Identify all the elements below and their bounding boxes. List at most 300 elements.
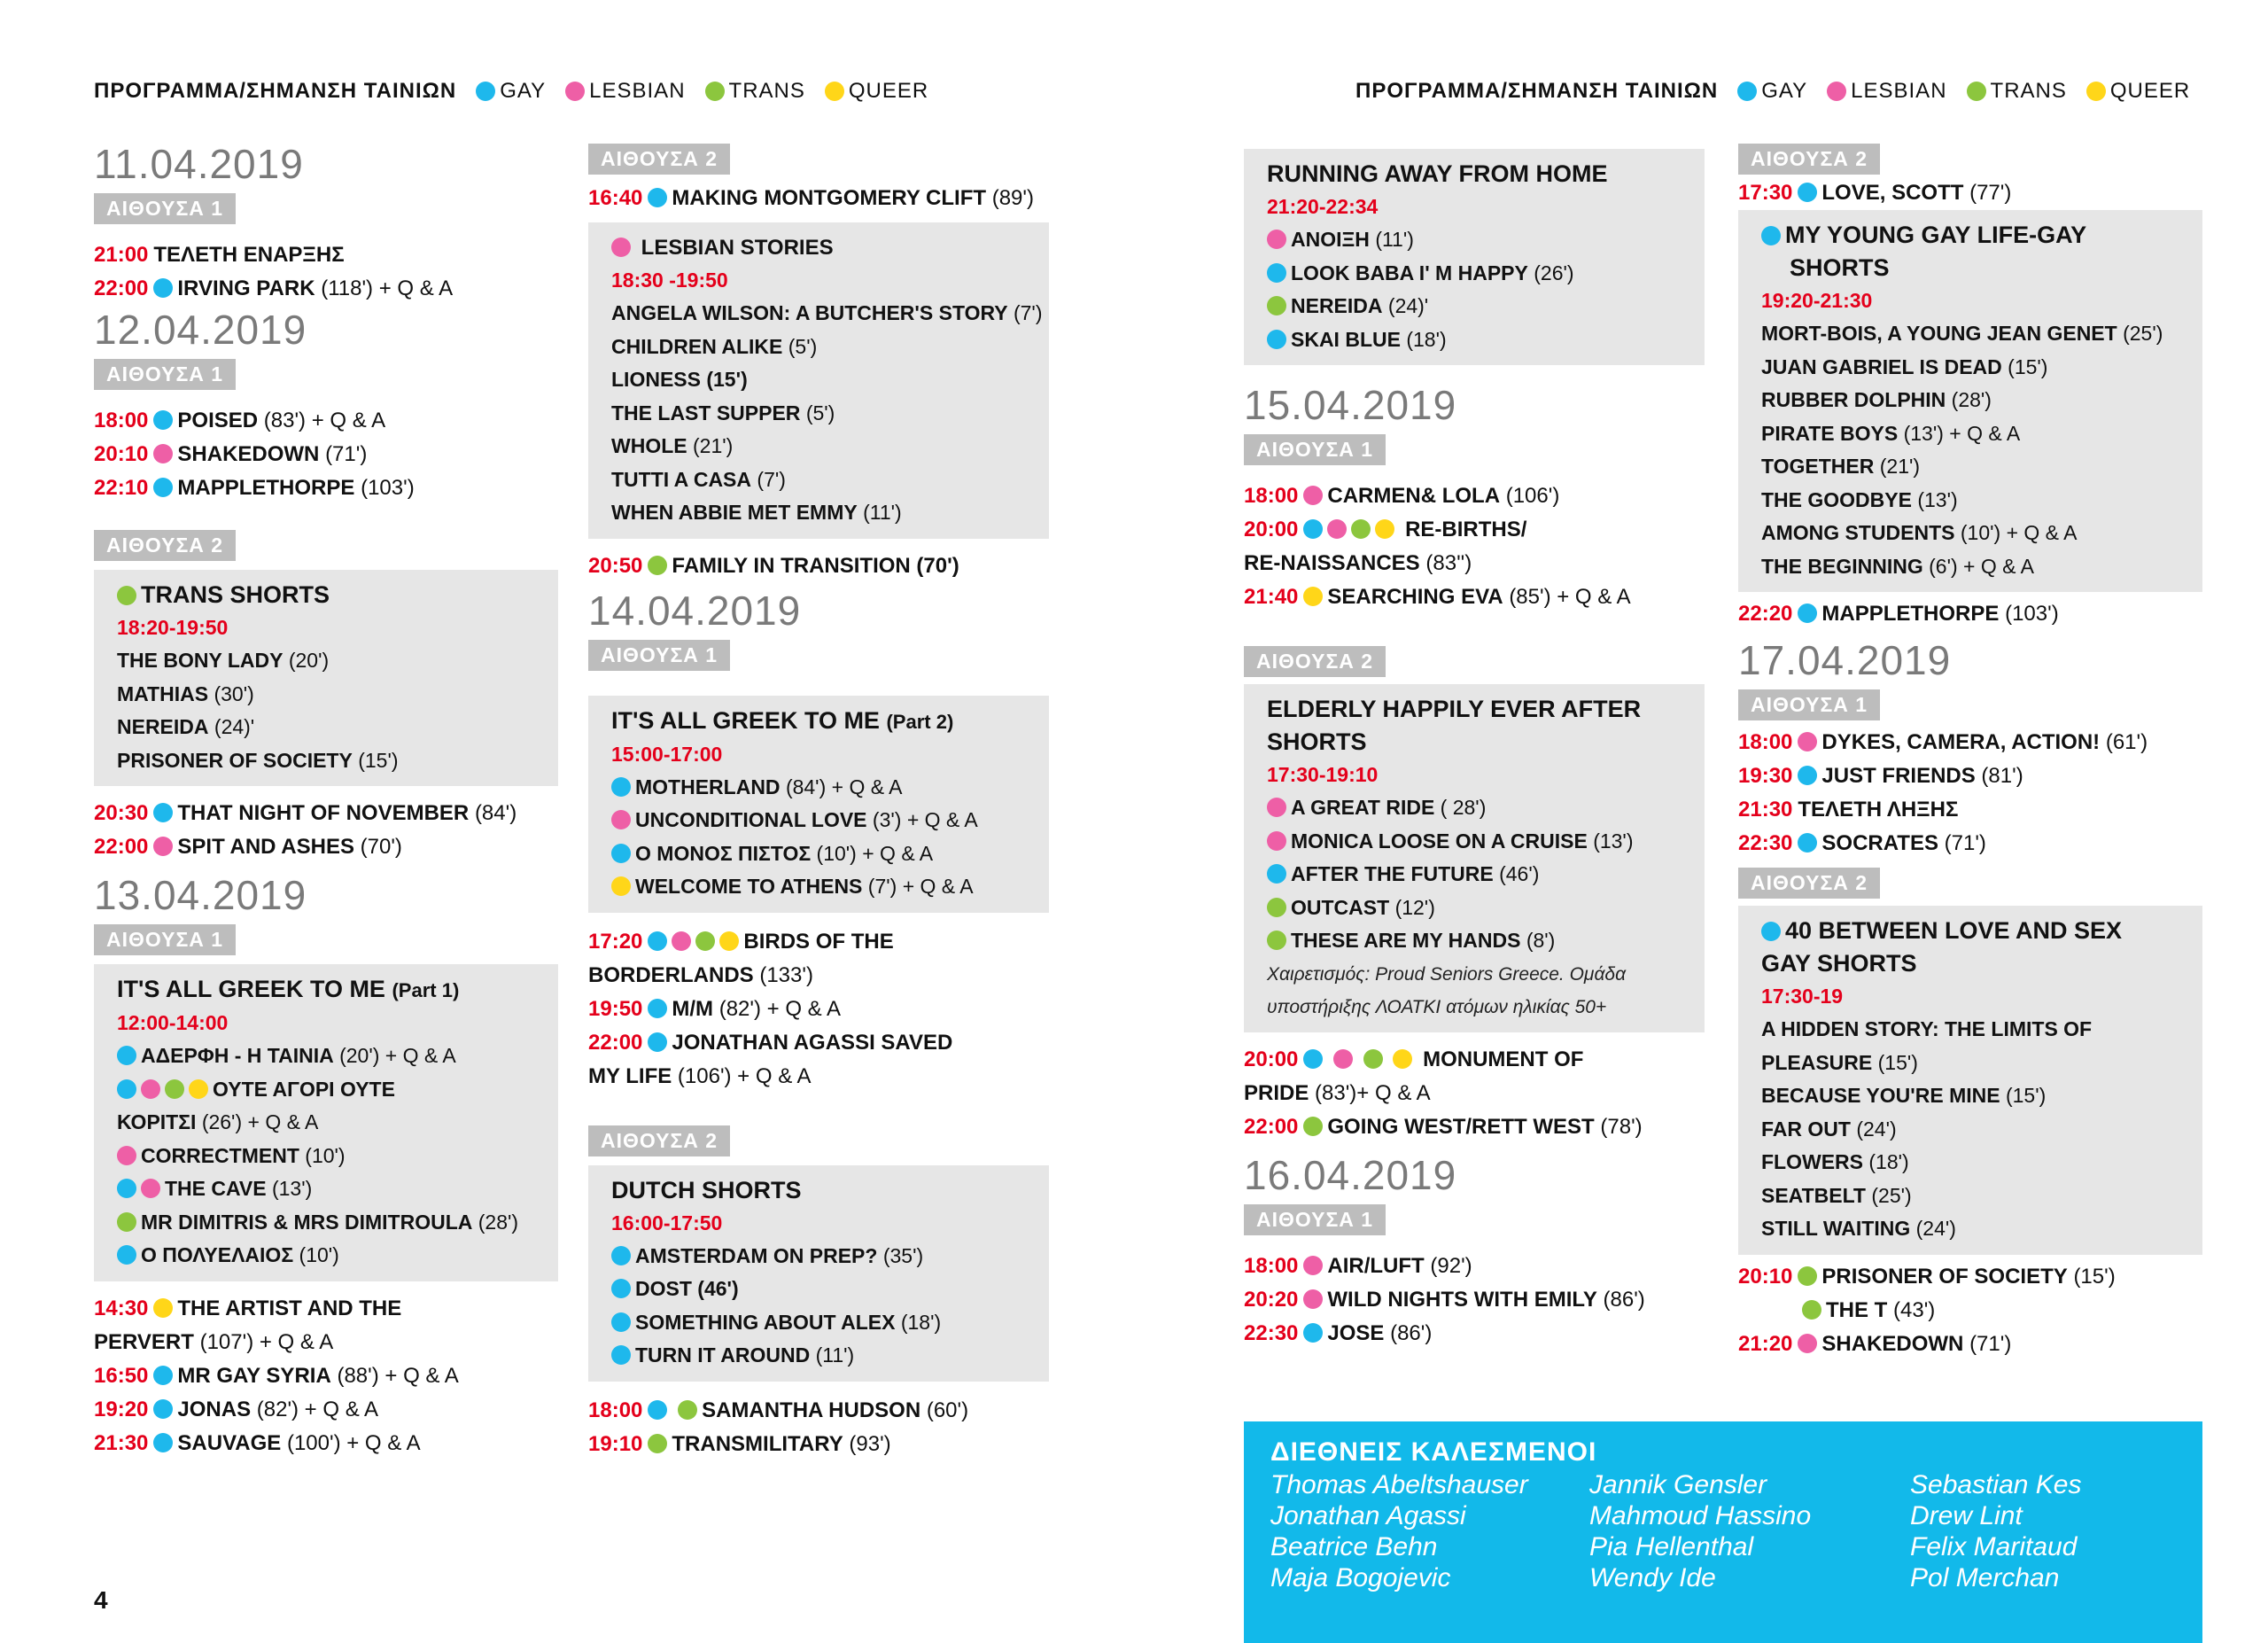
text-label: AMONG STUDENTS [1761,521,1955,544]
text-label: (3') + Q & A [872,808,978,831]
screening [1244,1283,1705,1317]
trans-dot-icon [1303,1117,1323,1136]
text-label: 18:00 [1244,484,1299,508]
screening [588,1428,1049,1461]
room-label: ΑΙΘΟΥΣΑ 1 [588,640,730,671]
screening [94,471,558,505]
text-label: FAR OUT [1761,1117,1851,1141]
screening [94,272,558,306]
text-label: 22:00 [94,276,149,300]
text-label: MORT-BOIS, A YOUNG JEAN GENET [1761,322,2117,345]
text-label: Pia Hellenthal [1589,1532,1754,1561]
text-label: 21:30 [1738,798,1793,822]
text-label: PRISONER OF SOCIETY [117,748,353,772]
lesbian-dot-icon [611,237,631,257]
trans-dot-icon [1363,1049,1383,1069]
trans-dot-icon [117,586,136,605]
text-label: (85') + Q & A [1509,585,1631,609]
room-label: ΑΙΘΟΥΣΑ 2 [1738,868,1880,899]
text-label: Maja Bogojevic [1270,1563,1451,1592]
trans-dot-icon [705,82,725,101]
text-label: CHILDREN ALIKE [611,334,783,358]
screening [1738,793,2202,827]
text-label: 12:00-14:00 [117,1011,229,1034]
text-label: Jannik Gensler [1589,1470,1767,1499]
text-label: (82') + Q & A [256,1397,379,1421]
text-label: MY LIFE [588,1063,672,1088]
legend-header-right [1355,76,2210,106]
shorts-block-greek-1 [94,964,558,1281]
text-label: JONAS [177,1397,252,1421]
text-label: (93') [849,1431,891,1456]
text-label: STILL WAITING [1761,1217,1911,1240]
room-label: ΑΙΘΟΥΣΑ 2 [588,144,730,175]
text-label: SEATBELT [1761,1183,1866,1207]
text-label: (7') + Q & A [867,875,974,898]
text-label: 21:00 [94,243,149,267]
screening [94,830,558,864]
lesbian-dot-icon [117,1146,136,1165]
lesbian-dot-icon [1333,1049,1353,1069]
text-label: GAY [500,79,547,103]
text-label: (106') [1505,484,1560,508]
text-label: (7') [757,467,786,491]
text-label: 18:00 [1244,1253,1299,1278]
lesbian-dot-icon [1827,82,1846,101]
text-label: (82') + Q & A [718,996,842,1021]
screening [1738,827,2202,860]
lesbian-dot-icon [1327,519,1347,539]
text-label: MONICA LOOSE ON A CRUISE [1291,829,1588,853]
gay-dot-icon [611,777,631,797]
legend-trans [1967,79,2067,104]
text-label: (78') [1600,1114,1643,1139]
text-label: (30') [214,681,254,705]
text-label: (35') [882,1243,924,1267]
room-label: ΑΙΘΟΥΣΑ 1 [1738,689,1880,720]
text-label: (24') [1856,1117,1897,1141]
text-label: GAY SHORTS [1761,950,1917,977]
screening [94,404,558,438]
trans-dot-icon [678,1400,697,1420]
text-label: Sebastian Kes [1910,1470,2082,1499]
gay-dot-icon [648,999,667,1018]
text-label: JOSE [1327,1320,1385,1345]
screening [1738,176,2202,210]
text-label: 15:00-17:00 [611,742,723,766]
screening [1244,1250,1705,1283]
screening [94,797,558,830]
text-label: (13') [271,1177,313,1200]
text-label: (26') [1534,261,1574,284]
text-label: (7') [1013,301,1043,324]
text-label: (13') + Q & A [1903,421,2021,445]
text-label: (71') [1969,1331,2012,1356]
text-label: 20:00 [1244,518,1299,541]
international-guests-box [1244,1421,2202,1643]
text-label: 20:30 [94,801,149,825]
text-label: LOVE, SCOTT [1821,181,1964,205]
text-label: 40 BETWEEN LOVE AND SEX [1785,917,2123,944]
lesbian-dot-icon [141,1179,160,1198]
lesbian-dot-icon [1303,486,1323,505]
gay-dot-icon [611,844,631,863]
text-label: LESBIAN [1851,79,1947,103]
text-label: SHAKEDOWN [1821,1331,1964,1356]
text-label: (21') [693,434,734,457]
text-label: 21:40 [1244,585,1299,609]
text-label: (Part 1) [392,979,460,1001]
text-label: (71') [1944,831,1986,855]
lesbian-dot-icon [565,82,585,101]
text-label: LESBIAN STORIES [641,236,834,260]
text-label: (106') + Q & A [677,1063,812,1088]
trans-dot-icon [695,931,715,951]
trans-dot-icon [648,1434,667,1453]
gay-dot-icon [153,278,173,298]
screening [588,182,1049,215]
text-label: ELDERLY HAPPILY EVER AFTER [1267,696,1642,722]
text-label: WHEN ABBIE MET EMMY [611,501,858,524]
trans-dot-icon [165,1079,184,1099]
text-label: BECAUSE YOU'RE MINE [1761,1084,2000,1107]
column-2 [588,144,1049,1461]
text-label: SKAI BLUE [1291,327,1401,351]
text-label: SOMETHING ABOUT ALEX [635,1310,896,1334]
gay-dot-icon [611,1279,631,1298]
lesbian-dot-icon [611,810,631,829]
text-label: OUTCAST [1291,895,1390,919]
text-label: (84') [474,801,517,825]
text-label: Χαιρετισμός: Proud Seniors Greece. Ομάδα [1267,963,1627,985]
room-label: ΑΙΘΟΥΣΑ 2 [1738,144,1880,175]
shorts-block-elderly [1244,684,1705,1032]
lesbian-dot-icon [1798,1334,1817,1353]
text-label: TRANS [728,79,805,103]
gay-dot-icon [1267,330,1286,349]
trans-dot-icon [117,1212,136,1232]
text-label: 19:20-21:30 [1761,289,1873,312]
text-label: (10') + Q & A [1960,521,2078,544]
text-label: SHORTS [1790,254,1890,281]
text-label: (18') [900,1310,942,1334]
date-heading: 12.04.2019 [94,307,307,353]
text-label: Mahmoud Hassino [1589,1501,1812,1530]
text-label: (71') [325,442,368,466]
text-label: 19:50 [588,996,643,1021]
queer-dot-icon [611,876,631,896]
text-label: (84') + Q & A [785,775,903,798]
text-label: 22:10 [94,476,149,500]
queer-dot-icon [719,931,739,951]
text-label: (26') + Q & A [201,1110,319,1133]
gay-dot-icon [611,1312,631,1332]
legend-lesbian [565,79,685,104]
room-label: ΑΙΘΟΥΣΑ 1 [94,359,236,390]
lesbian-dot-icon [153,444,173,463]
text-label: (77') [1969,181,2012,205]
screening [94,1427,558,1460]
lesbian-dot-icon [1303,1256,1323,1275]
guests-title: ΔΙΕΘΝΕΙΣ ΚΑΛΕΣΜΕΝΟΙ [1270,1437,1597,1467]
text-label: THE BEGINNING [1761,554,1923,578]
text-label: Ο ΜΟΝΟΣ ΠΙΣΤΟΣ [635,841,812,865]
guests-column [1270,1469,1528,1593]
date-heading: 17.04.2019 [1738,637,1952,683]
screening [94,438,558,471]
text-label: Thomas Abeltshauser [1270,1470,1528,1499]
text-label: (25') [1871,1183,1912,1207]
gay-dot-icon [153,478,173,497]
text-label: (24') [1915,1217,1956,1240]
lesbian-dot-icon [672,931,691,951]
page-number: 4 [94,1586,108,1614]
gay-dot-icon [1267,263,1286,283]
text-label: (83') + Q & A [263,409,386,432]
gay-dot-icon [1798,833,1817,853]
queer-dot-icon [1303,587,1323,606]
text-label: GOING WEST/RETT WEST [1327,1114,1595,1139]
text-label: JUAN GABRIEL IS DEAD [1761,354,2002,378]
text-label: RE-NAISSANCES [1244,551,1420,575]
text-label: IT'S ALL GREEK TO ME [611,706,880,734]
gay-dot-icon [117,1245,136,1265]
text-label: 16:50 [94,1363,149,1388]
text-label: (20') + Q & A [339,1044,456,1067]
text-label: PIRATE BOYS [1761,421,1899,445]
screening [1738,1260,2202,1294]
text-label: (88') + Q & A [337,1363,459,1388]
text-label: 19:30 [1738,764,1793,788]
lesbian-dot-icon [141,1079,160,1099]
text-label: 22:00 [94,835,149,859]
gay-dot-icon [1303,1323,1323,1343]
text-label: (11') [863,501,902,524]
text-label: (118') + Q & A [321,276,454,300]
gay-dot-icon [611,1345,631,1365]
queer-dot-icon [189,1079,208,1099]
text-label: (81') [1981,764,2023,788]
text-label: (60') [926,1398,969,1422]
date-heading: 15.04.2019 [1244,382,1457,428]
text-label: 17:30-19:10 [1267,763,1379,786]
text-label: (103') [2005,602,2059,626]
room-label: ΑΙΘΟΥΣΑ 1 [1244,434,1386,465]
text-label: 18:00 [1738,730,1793,754]
date-heading: 11.04.2019 [94,141,304,187]
legend-gay [1737,79,1807,104]
queer-dot-icon [1375,519,1394,539]
text-label: Ο ΠΟΛΥΕΛΑΙΟΣ [141,1243,294,1266]
text-label: (61') [2105,730,2148,754]
text-label: PRIDE [1244,1080,1309,1105]
text-label: ΑΝΟΙΞΗ [1291,228,1370,251]
gay-dot-icon [648,1032,667,1052]
text-label: (8') [1526,929,1556,952]
text-label: 19:10 [588,1431,643,1456]
text-label: (15') [2008,354,2048,378]
gay-dot-icon [153,803,173,822]
text-label: BIRDS OF THE [743,929,894,954]
text-label: TRANSMILITARY [672,1431,843,1456]
text-label: (28') [478,1210,519,1234]
room-label: ΑΙΘΟΥΣΑ 2 [1244,646,1386,677]
text-label: TUTTI A CASA [611,467,752,491]
gay-dot-icon [153,410,173,430]
text-label: MR DIMITRIS & MRS DIMITROULA [141,1210,473,1234]
text-label: 17:30 [1738,181,1793,205]
screening [94,1359,558,1393]
text-label: 17:20 [588,929,643,954]
screening [94,1393,558,1427]
header-title: ΠΡΟΓΡΑΜΜΑ/ΣΗΜΑΝΣΗ ΤΑΙΝΙΩΝ [94,79,457,103]
text-label: SOCRATES [1821,831,1938,855]
room-label: ΑΙΘΟΥΣΑ 1 [94,924,236,955]
gay-dot-icon [1303,519,1323,539]
guests-column [1589,1469,1811,1593]
text-label: ANGELA WILSON: A BUTCHER'S STORY [611,301,1008,324]
text-label: TURN IT AROUND [635,1343,811,1367]
gay-dot-icon [1761,922,1781,941]
gay-dot-icon [1303,1049,1323,1069]
screening [1738,759,2202,793]
screening [588,993,1049,1026]
text-label: THE T [1826,1297,1888,1322]
text-label: SEARCHING EVA [1327,585,1503,609]
screening [588,925,1049,959]
shorts-block-running-away [1244,149,1705,365]
text-label: (10') [299,1243,339,1266]
text-label: (15') [2005,1084,2047,1107]
text-label: ( 28') [1440,796,1487,819]
text-label: (83'') [1425,551,1472,575]
queer-dot-icon [1393,1049,1412,1069]
text-label: 21:20-22:34 [1267,195,1379,218]
text-label: M/M [672,996,714,1021]
gay-dot-icon [153,1433,173,1452]
column-4 [1738,144,2202,1361]
text-label: SHAKEDOWN [177,442,320,466]
queer-dot-icon [2086,82,2106,101]
text-label: DOST (46') [635,1277,739,1300]
text-label: Beatrice Behn [1270,1532,1438,1561]
shorts-block-trans [94,570,558,786]
screening [1244,1043,1705,1077]
text-label: WILD NIGHTS WITH EMILY [1327,1287,1597,1312]
text-label: BORDERLANDS [588,962,754,987]
text-label: 22:00 [588,1030,643,1055]
gay-dot-icon [117,1179,136,1198]
text-label: SHORTS [1267,728,1367,755]
text-label: LOOK BABA I' M HAPPY [1291,261,1528,284]
text-label: 18:00 [94,409,149,432]
text-label: POISED [177,409,259,432]
text-label: 18:00 [588,1398,643,1422]
text-label: AIR/LUFT [1327,1253,1425,1278]
text-label: ΑΔΕΡΦΗ - Η ΤΑΙΝΙΑ [141,1044,334,1067]
text-label: 17:30-19 [1761,985,1844,1008]
text-label: (20') [288,649,330,672]
screening [588,1026,1049,1060]
text-label: FLOWERS [1761,1150,1863,1173]
text-label: (15') [1877,1050,1918,1074]
text-label: DYKES, CAMERA, ACTION! [1821,730,2101,754]
queer-dot-icon [825,82,844,101]
text-label: 20:50 [588,553,643,578]
text-label: 20:10 [94,442,149,466]
text-label: 22:20 [1738,602,1793,626]
screening [1244,513,1705,547]
text-label: 20:20 [1244,1287,1299,1312]
text-label: (46') [1499,862,1540,885]
text-label: MY YOUNG GAY LIFE-GAY [1785,222,2087,248]
text-label: THE GOODBYE [1761,487,1912,511]
text-label: IT'S ALL GREEK TO ME [117,976,385,1002]
header-title: ΠΡΟΓΡΑΜΜΑ/ΣΗΜΑΝΣΗ ΤΑΙΝΙΩΝ [1355,79,1719,103]
gay-dot-icon [648,188,667,207]
text-label: 22:30 [1738,831,1793,855]
gay-dot-icon [648,1400,667,1420]
lesbian-dot-icon [153,837,173,856]
text-label: (10') + Q & A [816,841,934,865]
text-label: MONUMENT OF [1423,1047,1584,1071]
text-label: (11') [1375,228,1414,251]
gay-dot-icon [1267,864,1286,884]
text-label: MAKING MONTGOMERY CLIFT [672,186,987,210]
text-label: 20:10 [1738,1264,1793,1289]
text-label: MR GAY SYRIA [177,1363,331,1388]
text-label: (24)' [214,715,255,738]
text-label: 18:20-19:50 [117,616,229,639]
gay-dot-icon [476,82,495,101]
text-label: AMSTERDAM ON PREP? [635,1243,878,1267]
text-label: THE BONY LADY [117,649,284,672]
text-label: TOGETHER [1761,455,1875,478]
text-label: (5') [805,401,835,424]
text-label: NEREIDA [117,715,209,738]
text-label: (10') [305,1143,346,1167]
text-label: IRVING PARK [177,276,315,300]
text-label: THE CAVE [165,1177,267,1200]
text-label: (86') [1390,1320,1433,1345]
text-label: THAT NIGHT OF NOVEMBER [177,801,470,825]
text-label: QUEER [2109,79,2191,103]
legend-gay [476,79,546,104]
text-label: THE ARTIST AND THE [177,1296,402,1320]
text-label: ΤΕΛΕΤΗ ΛΗΞΗΣ [1798,798,1959,822]
text-label: MAPPLETHORPE [177,476,355,500]
text-label: (18') [1406,327,1447,351]
text-label: RE-BIRTHS/ [1405,518,1527,541]
screening [1738,726,2202,759]
screening [1244,1317,1705,1351]
legend-header-left [94,76,948,106]
text-label: AFTER THE FUTURE [1291,862,1494,885]
text-label: (12') [1394,895,1435,919]
screening [1244,479,1705,513]
screening [94,238,558,272]
text-label: Pol Merchan [1910,1563,2060,1592]
gay-dot-icon [1798,766,1817,785]
shorts-block-young-gay-life [1738,210,2202,592]
text-label: RUNNING AWAY FROM HOME [1267,160,1608,187]
text-label: (89') [991,186,1034,210]
text-label: 21:30 [94,1430,149,1455]
text-label: A GREAT RIDE [1291,796,1435,819]
text-label: Jonathan Agassi [1270,1501,1466,1530]
date-heading: 14.04.2019 [588,587,802,634]
trans-dot-icon [1798,1266,1817,1286]
